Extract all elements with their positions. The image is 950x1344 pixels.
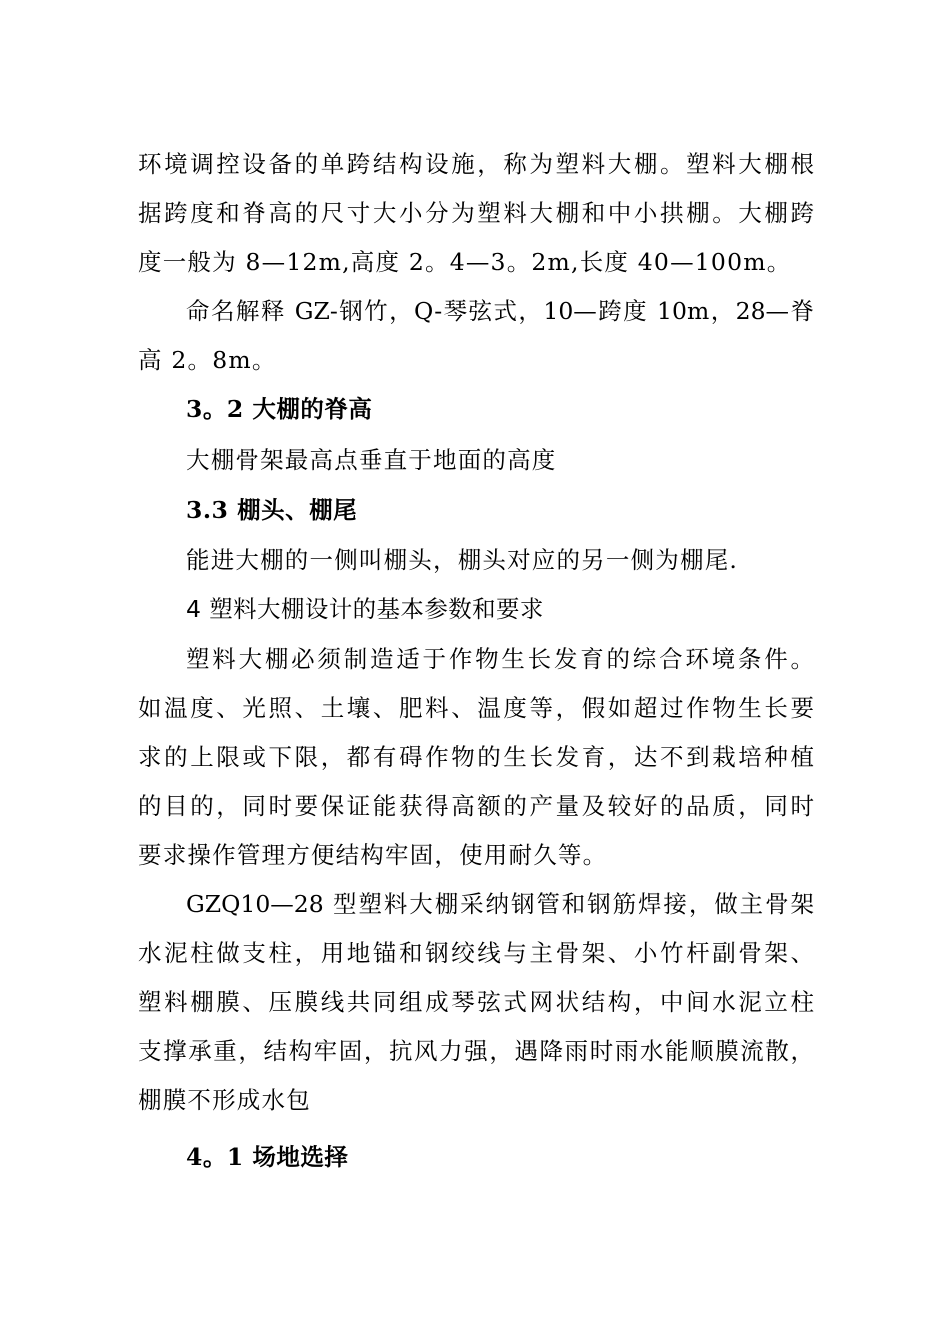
paragraph-line: 求的上限或下限，都有碍作物的生长发育，达不到栽培种植 bbox=[138, 743, 814, 771]
section-heading: 4。1 场地选择 bbox=[186, 1143, 349, 1171]
paragraph-line: 命名解释 GZ-钢竹，Q-琴弦式，10—跨度 10m，28—脊 bbox=[186, 297, 814, 325]
paragraph-line: 大棚骨架最高点垂直于地面的高度 bbox=[186, 446, 557, 474]
paragraph-line: 棚膜不形成水包 bbox=[138, 1086, 311, 1114]
paragraph-line: 要求操作管理方便结构牢固，使用耐久等。 bbox=[138, 841, 608, 869]
section-heading: 3。2 大棚的脊高 bbox=[186, 395, 373, 423]
paragraph-line: 环境调控设备的单跨结构设施，称为塑料大棚。塑料大棚根 bbox=[138, 150, 814, 178]
paragraph-line: 如温度、光照、土壤、肥料、温度等，假如超过作物生长要 bbox=[138, 694, 814, 722]
section-heading: 3.3 棚头、棚尾 bbox=[186, 496, 358, 524]
paragraph-line: 高 2。8m。 bbox=[138, 346, 277, 374]
paragraph-line: 据跨度和脊高的尺寸大小分为塑料大棚和中小拱棚。大棚跨 bbox=[138, 199, 814, 227]
paragraph-line: 度一般为 8—12m,高度 2。4—3。2m,长度 40—100m。 bbox=[138, 248, 792, 276]
paragraph-line: 水泥柱做支柱，用地锚和钢绞线与主骨架、小竹杆副骨架、 bbox=[138, 939, 814, 967]
paragraph-line: 支撑承重，结构牢固，抗风力强，遇降雨时雨水能顺膜流散， bbox=[138, 1037, 814, 1065]
section-heading: 4 塑料大棚设计的基本参数和要求 bbox=[186, 595, 544, 623]
paragraph-line: 塑料棚膜、压膜线共同组成琴弦式网状结构，中间水泥立柱 bbox=[138, 988, 814, 1016]
paragraph-line: 的目的，同时要保证能获得高额的产量及较好的品质，同时 bbox=[138, 792, 814, 820]
paragraph-line: 能进大棚的一侧叫棚头，棚头对应的另一侧为棚尾. bbox=[186, 546, 739, 574]
paragraph-line: GZQ10—28 型塑料大棚采纳钢管和钢筋焊接，做主骨架 bbox=[186, 890, 814, 918]
paragraph-line: 塑料大棚必须制造适于作物生长发育的综合环境条件。 bbox=[186, 645, 814, 673]
